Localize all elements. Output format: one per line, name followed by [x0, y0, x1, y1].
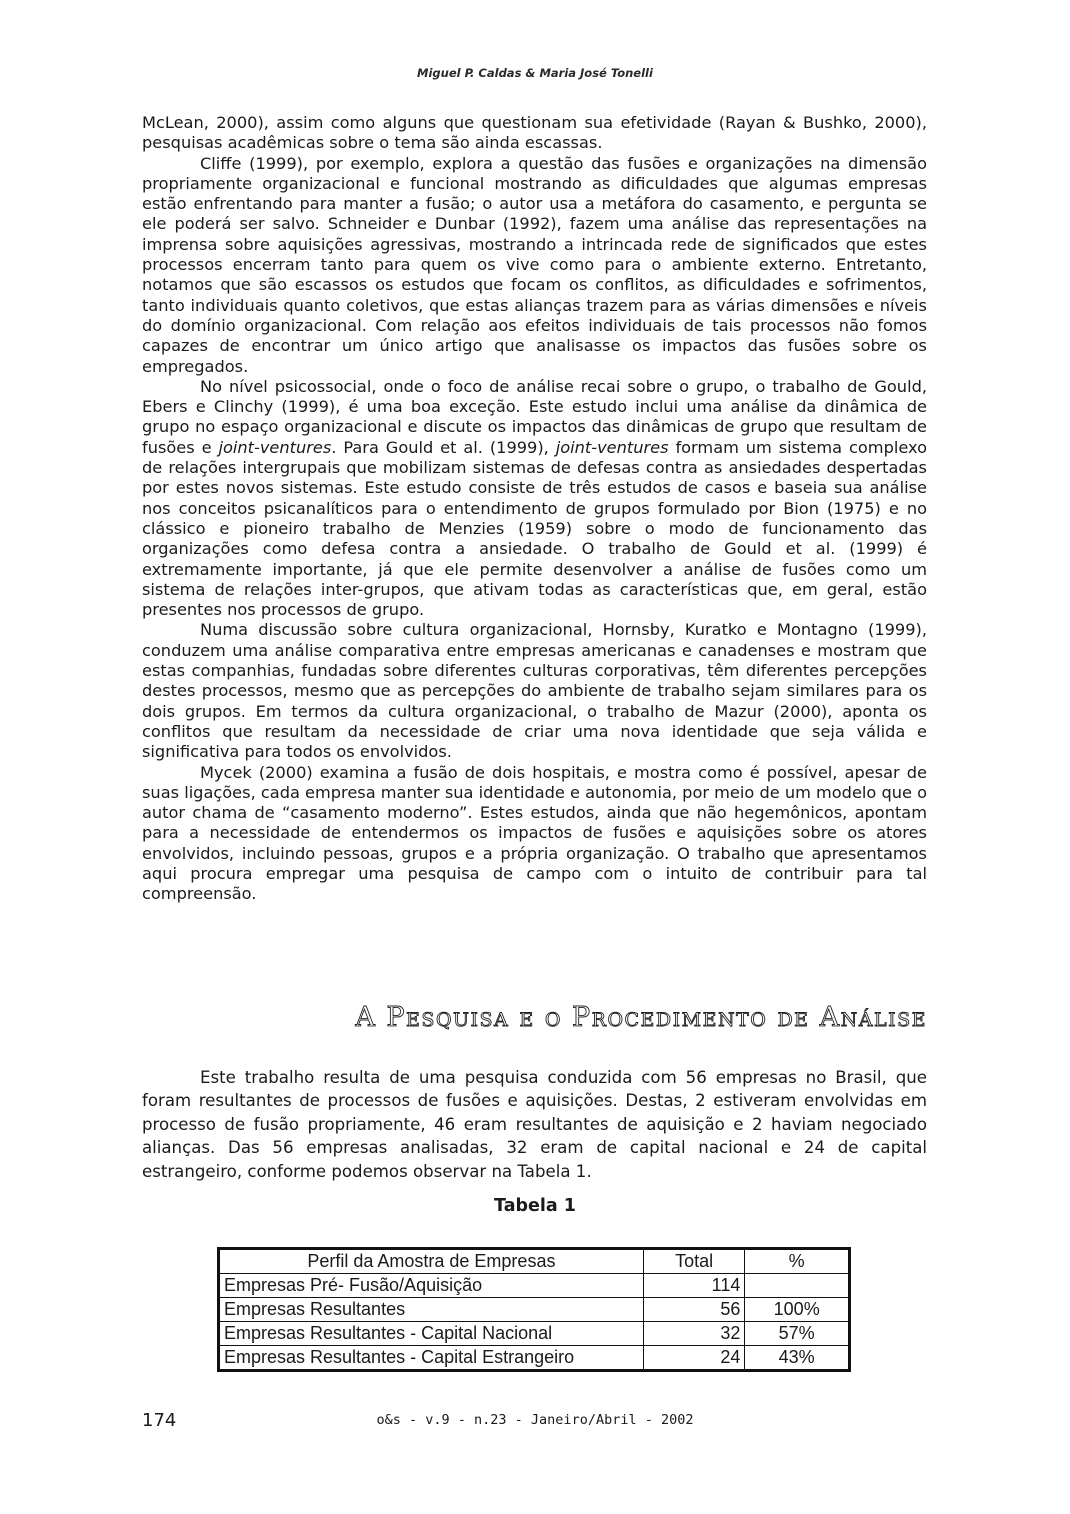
running-header-authors: Miguel P. Caldas & Maria José Tonelli [417, 66, 653, 80]
table-cell-label: Empresas Resultantes - Capital Estrangeiro [219, 1346, 644, 1371]
section-text-block [142, 1066, 927, 1183]
table-row [219, 1298, 850, 1322]
paragraph-3-emphasis-2: joint-ventures [555, 437, 669, 457]
page-number: 174 [142, 1410, 177, 1431]
paragraph-3-part-1: No nível psicossocial, onde o foco de análise recai sobre o grupo, o trabalho de Gould, Ebers e Clinchy (1999), é uma boa exceção. Este estudo inclui uma análise da dinâmica de grupo no espaço organizacional e discute os impactos das dinâmicas de grupo que resultam de fusões e [142, 376, 927, 457]
table-cell-total: 32 [643, 1322, 745, 1346]
journal-footer: o&s - v.9 - n.23 - Janeiro/Abril - 2002 [376, 1412, 694, 1428]
table-row [219, 1322, 850, 1346]
table-row [219, 1346, 850, 1371]
table-header-profile: Perfil da Amostra de Empresas [219, 1249, 644, 1274]
table-cell-label: Empresas Resultantes - Capital Nacional [219, 1322, 644, 1346]
paragraph-3 [142, 377, 927, 621]
paragraph-5: Mycek (2000) examina a fusão de dois hospitais, e mostra como é possível, apesar de suas ligações, cada empresa manter sua identidade e autonomia, por meio de um modelo que o autor chama de “casamento moderno”. Estes estudos, ainda que não hegemônicos, apontam para a necessidade de entendermos os impactos de fusões e aquisições sobre os atores envolvidos, incluindo pessoas, grupos e a própria organização. O trabalho que apresentamos aqui procura empregar uma pesquisa de campo com o intuito de contribuir para tal compreensão. [142, 762, 927, 904]
paragraph-4: Numa discussão sobre cultura organizacional, Hornsby, Kuratko e Montagno (1999), conduzem uma análise comparativa entre empresas americanas e canadenses e mostram que estas companhias, fundadas sobre diferentes culturas corporativas, têm diferentes percepções destes processos, mesmo que as percepções do ambiente de trabalho sejam similares para os dois grupos. Em termos da cultura organizacional, o trabalho de Mazur (2000), aponta os conflitos que resultam da necessidade de criar uma nova identidade que seja válida e significativa para todos os envolvidos. [142, 620, 927, 762]
table-cell-percent: 43% [745, 1346, 850, 1371]
table-header-percent: % [745, 1249, 850, 1274]
paragraph-3-emphasis-1: joint-ventures [218, 437, 332, 457]
table-cell-percent: 100% [745, 1298, 850, 1322]
paragraph-3-part-2: . Para Gould et al. (1999), [331, 437, 556, 457]
paragraph-3-part-3: formam um sistema complexo de relações intergrupais que mobilizam sistemas de defesas contra as ansiedades despertadas por estes novos sistemas. Este estudo consiste de três estudos de casos e baseia sua análise nos conceitos psicanalíticos para o entendimento de grupos formulado por Bion (1975) e no clássico e pioneiro trabalho de Menzies (1959) sobre o modo de funcionamento das organizações como defesa contra a ansiedade. O trabalho de Gould et al. (1999) é extremamente importante, já que ele permite desenvolver a análise de fusões como um sistema de relações inter-grupos, que ativam todas as características que, em geral, estão presentes nos processos de grupo. [142, 437, 927, 620]
table-row [219, 1274, 850, 1298]
section-paragraph-1: Este trabalho resulta de uma pesquisa conduzida com 56 empresas no Brasil, que foram resultantes de processos de fusões e aquisições. Destas, 2 estiveram envolvidas em processo de fusão propriamente, 46 eram resultantes de aquisição e 2 haviam negociado alianças. Das 56 empresas analisadas, 32 eram de capital nacional e 24 de capital estrangeiro, conforme podemos observar na Tabela 1. [142, 1068, 927, 1181]
intro-text-block [142, 113, 927, 905]
table-header-total: Total [643, 1249, 745, 1274]
sample-profile-table [217, 1247, 851, 1372]
section-heading: A Pesquisa e o Procedimento de Análise [355, 1002, 927, 1033]
table-caption: Tabela 1 [494, 1196, 576, 1216]
table-cell-label: Empresas Resultantes [219, 1298, 644, 1322]
table-cell-percent: 57% [745, 1322, 850, 1346]
table-cell-total: 56 [643, 1298, 745, 1322]
paragraph-1: McLean, 2000), assim como alguns que questionam sua efetividade (Rayan & Bushko, 2000), pesquisas acadêmicas sobre o tema são ainda escassas. [142, 113, 927, 153]
table-cell-total: 24 [643, 1346, 745, 1371]
table-cell-label: Empresas Pré- Fusão/Aquisição [219, 1274, 644, 1298]
table-cell-total: 114 [643, 1274, 745, 1298]
table-header-row [219, 1249, 850, 1274]
table-cell-percent [745, 1274, 850, 1298]
paragraph-2: Cliffe (1999), por exemplo, explora a questão das fusões e organizações na dimensão propriamente organizacional e funcional mostrando as dificuldades que algumas empresas estão enfrentando para manter a fusão; o autor usa a metáfora do casamento, e pergunta se ele poderá ser salvo. Schneider e Dunbar (1992), fazem uma análise das representações na imprensa sobre aquisições agressivas, mostrando a intrincada rede de significados que estes processos encerram tanto para quem os vive como para o ambiente externo. Entretanto, notamos que são escassos os estudos que focam os conflitos, as dificuldades e sofrimentos, tanto individuais quanto coletivos, que estas alianças trazem para as várias dimensões e níveis do domínio organizacional. Com relação aos efeitos individuais de tais processos não fomos capazes de encontrar um único artigo que analisasse os impactos das fusões sobre os empregados. [142, 153, 927, 376]
